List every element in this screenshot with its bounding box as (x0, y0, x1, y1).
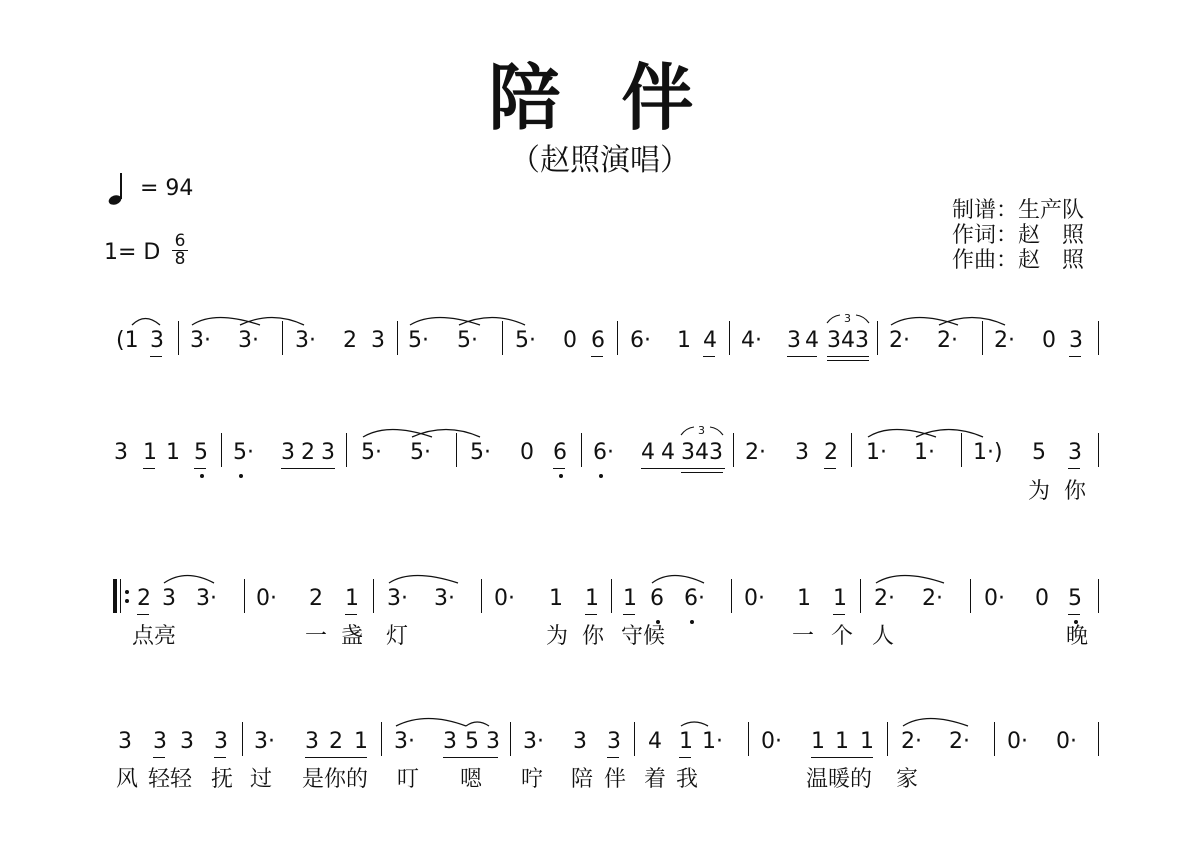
lyric: 你 (1064, 479, 1087, 504)
note: 3· (238, 328, 259, 353)
note: 3 (681, 440, 695, 465)
beam-underline (443, 757, 498, 758)
note: 4 (805, 328, 819, 353)
note: 3 (371, 328, 385, 353)
note: 0· (494, 586, 515, 611)
barline (729, 321, 730, 355)
barline (346, 433, 347, 467)
note: 1· (914, 440, 935, 465)
barline (860, 579, 861, 613)
barline (851, 433, 852, 467)
note: 2 (329, 729, 343, 754)
lyric: 咛 (521, 767, 544, 792)
note: 3 (573, 729, 587, 754)
lyric: 你 (582, 624, 605, 649)
note: 2· (889, 328, 910, 353)
beam-underline (811, 757, 873, 758)
beam-underline (679, 757, 691, 758)
barline (581, 433, 582, 467)
lyric: 一 (305, 624, 328, 649)
note: 3 (855, 328, 869, 353)
note: 3 (321, 440, 335, 465)
note: 3 (607, 729, 621, 754)
note: 3 (709, 440, 723, 465)
note: 3 (153, 729, 167, 754)
note: 5· (233, 440, 254, 465)
barline (1098, 579, 1099, 613)
tempo-value: = 94 (140, 176, 194, 201)
note: 3· (523, 729, 544, 754)
lyric: 为 (546, 624, 569, 649)
note: 2 (309, 586, 323, 611)
note: 3 (114, 440, 128, 465)
barline (970, 579, 971, 613)
low-octave-dot (656, 620, 660, 624)
note: 1· (702, 729, 723, 754)
key-signature: 1= D (104, 240, 161, 265)
beam-underline (345, 614, 357, 615)
lyric: 嗯 (460, 767, 483, 792)
beam-underline (827, 356, 869, 357)
lyric: 晚 (1066, 624, 1089, 649)
note: 4 (695, 440, 709, 465)
barline (731, 579, 732, 613)
note: 3 (162, 586, 176, 611)
note: 5· (408, 328, 429, 353)
note: 0 (1042, 328, 1056, 353)
note: 6· (593, 440, 614, 465)
lyric: 是你的 (302, 767, 369, 792)
note: 1 (143, 440, 157, 465)
note: 4 (841, 328, 855, 353)
barline (617, 321, 618, 355)
score-subtitle: （赵照演唱） (510, 143, 690, 178)
note: 0· (1056, 729, 1077, 754)
note: 3 (1068, 440, 1082, 465)
note: 0· (761, 729, 782, 754)
beam-underline (703, 356, 715, 357)
note: 0· (744, 586, 765, 611)
time-signature (170, 233, 190, 268)
note: 2 (301, 440, 315, 465)
note: 5 (1068, 586, 1082, 611)
note: 5 (465, 729, 479, 754)
lyric: 着 (644, 767, 667, 792)
beam-underline (591, 356, 603, 357)
note: 3· (196, 586, 217, 611)
note: 3· (394, 729, 415, 754)
note: 3 (443, 729, 457, 754)
barline (1098, 722, 1099, 756)
low-octave-dot (559, 474, 563, 478)
note: 0· (984, 586, 1005, 611)
note: 3 (214, 729, 228, 754)
note: 3 (150, 328, 164, 353)
note: (1 (116, 328, 139, 353)
barline (748, 722, 749, 756)
credits (952, 198, 1084, 273)
note: 5· (470, 440, 491, 465)
note: 3· (190, 328, 211, 353)
barline (456, 433, 457, 467)
barline (178, 321, 179, 355)
note: 1·) (973, 440, 1003, 465)
note: 3 (180, 729, 194, 754)
beam-underline (137, 614, 149, 615)
lyric: 人 (872, 624, 895, 649)
note: 3 (486, 729, 500, 754)
note: 3 (827, 328, 841, 353)
beam-underline (833, 614, 845, 615)
note: 2 (137, 586, 151, 611)
credit-line: 制谱：生产队 (952, 198, 1085, 223)
note: 3· (434, 586, 455, 611)
note: 0· (256, 586, 277, 611)
note: 3 (795, 440, 809, 465)
note: 5 (194, 440, 208, 465)
note: 4 (648, 729, 662, 754)
lyric: 盏 (341, 624, 364, 649)
beam-underline (827, 360, 869, 361)
barline (733, 433, 734, 467)
note: 1 (860, 729, 874, 754)
barline (510, 722, 511, 756)
lyric: 守候 (621, 624, 666, 649)
note: 5· (361, 440, 382, 465)
note: 2· (922, 586, 943, 611)
note: 2 (343, 328, 357, 353)
barline (282, 321, 283, 355)
note: 3· (254, 729, 275, 754)
note: 1 (345, 586, 359, 611)
beam-underline (1068, 468, 1080, 469)
note: 3 (118, 729, 132, 754)
lyric: 过 (250, 767, 273, 792)
beam-underline (824, 468, 836, 469)
note: 5 (1032, 440, 1046, 465)
credit-line: 作词：赵 照 (952, 223, 1085, 248)
score-title: 陪 伴 (488, 56, 712, 140)
barline (1098, 321, 1099, 355)
note: 2· (994, 328, 1015, 353)
beam-underline (153, 757, 165, 758)
beam-underline (553, 468, 565, 469)
beam-underline (1069, 356, 1081, 357)
note: 3 (305, 729, 319, 754)
lyric: 叮 (397, 767, 420, 792)
lyric: 抚 (211, 767, 234, 792)
note: 4 (661, 440, 675, 465)
lyric: 风 (116, 767, 139, 792)
lyric: 伴 (604, 767, 627, 792)
note: 1 (585, 586, 599, 611)
lyric: 家 (896, 767, 919, 792)
time-signature-numerator: 6 (174, 231, 186, 251)
note: 6· (630, 328, 651, 353)
low-octave-dot (1074, 620, 1078, 624)
beam-underline (305, 757, 367, 758)
low-octave-dot (599, 474, 603, 478)
lyric: 灯 (386, 624, 409, 649)
lyric: 陪 (571, 767, 594, 792)
note: 3· (295, 328, 316, 353)
note: 2· (901, 729, 922, 754)
barline (221, 433, 222, 467)
lyric: 个 (831, 624, 854, 649)
beam-underline (194, 468, 206, 469)
low-octave-dot (690, 620, 694, 624)
note: 6 (591, 328, 605, 353)
lyric: 为 (1028, 479, 1051, 504)
beam-underline (1068, 614, 1080, 615)
note: 1 (797, 586, 811, 611)
note: 2 (824, 440, 838, 465)
low-octave-dot (239, 474, 243, 478)
beam-underline (150, 356, 162, 357)
note: 4 (641, 440, 655, 465)
lyric: 轻轻 (148, 767, 193, 792)
triplet-label: 3 (844, 312, 851, 325)
note: 1 (354, 729, 368, 754)
barline (242, 722, 243, 756)
note: 6 (553, 440, 567, 465)
credit-line: 作曲：赵 照 (952, 248, 1085, 273)
note: 1 (677, 328, 691, 353)
barline (373, 579, 374, 613)
note: 4 (703, 328, 717, 353)
note: 3 (281, 440, 295, 465)
beam-underline (214, 757, 226, 758)
note: 6 (650, 586, 664, 611)
note: 5· (410, 440, 431, 465)
barline (634, 722, 635, 756)
barline (877, 321, 878, 355)
note: 1 (623, 586, 637, 611)
barline (961, 433, 962, 467)
low-octave-dot (200, 474, 204, 478)
note: 0· (1007, 729, 1028, 754)
note: 0 (1035, 586, 1049, 611)
beam-underline (681, 472, 723, 473)
note: 4· (741, 328, 762, 353)
beam-underline (607, 757, 619, 758)
note: 0 (563, 328, 577, 353)
barline (481, 579, 482, 613)
note: 1 (166, 440, 180, 465)
quarter-note-icon (108, 172, 126, 206)
barline (982, 321, 983, 355)
barline (244, 579, 245, 613)
beam-underline (143, 468, 155, 469)
beam-underline (623, 614, 635, 615)
note: 2· (874, 586, 895, 611)
note: 3 (1069, 328, 1083, 353)
note: 1 (811, 729, 825, 754)
barline (502, 321, 503, 355)
note: 2· (937, 328, 958, 353)
lyric: 我 (676, 767, 699, 792)
barline (887, 722, 888, 756)
beam-underline (681, 468, 723, 469)
barline (381, 722, 382, 756)
note: 5· (515, 328, 536, 353)
note: 1 (549, 586, 563, 611)
note: 3· (387, 586, 408, 611)
note: 2· (949, 729, 970, 754)
note: 1· (866, 440, 887, 465)
note: 5· (457, 328, 478, 353)
note: 2· (745, 440, 766, 465)
beam-underline (787, 356, 817, 357)
lyric: 一 (792, 624, 815, 649)
beam-underline (585, 614, 597, 615)
note: 6· (684, 586, 705, 611)
note: 0 (520, 440, 534, 465)
barline (397, 321, 398, 355)
barline (611, 579, 612, 613)
note: 3 (787, 328, 801, 353)
note: 1 (679, 729, 693, 754)
note: 1 (833, 586, 847, 611)
time-signature-denominator: 8 (174, 249, 186, 269)
note: 1 (835, 729, 849, 754)
lyric: 温暖的 (806, 767, 873, 792)
lyric: 点亮 (132, 624, 177, 649)
triplet-label: 3 (698, 424, 705, 437)
barline (994, 722, 995, 756)
beam-underline (281, 468, 335, 469)
barline (1098, 433, 1099, 467)
